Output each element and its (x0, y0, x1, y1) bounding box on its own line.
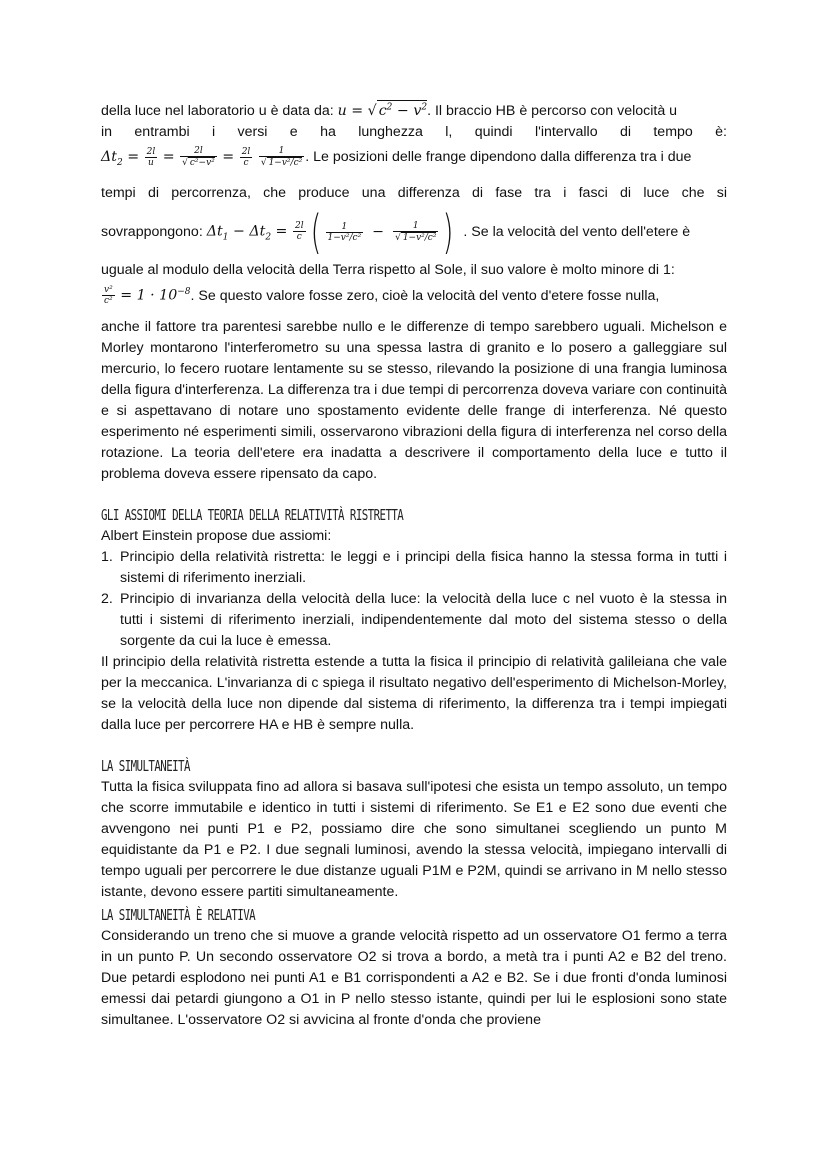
paragraph-simultaneity: Tutta la fisica sviluppata fino ad allora si basava sull'ipotesi che esista un tempo assoluto, un tempo che scorre immutabile e identico in tutti i sistemi di riferimento. Se E1 e E2 sono due eventi che avvengono nei punti P1 e P2, possiamo dire che sono simultanei scegliendo un punto M equidistante da P1 e P2. I due segnali luminosi, avendo la stessa velocità, impiegano intervalli di tempo uguali per percorrere le due distanze uguali P1M e P2M, quindi se arrivano in M nello stesso istante, devono essere partiti simultaneamente. (101, 779, 727, 900)
section-heading-simultaneity: LA SIMULTANEITÀ (101, 757, 190, 775)
list-item: 2. Principio di invarianza della velocità della luce: la velocità della luce c nel vuoto è la stessa in tutti i sistemi di riferimento inerziali, indipendentemente dal moto del sistema stesso o della sorgente da cui la luce è emessa. (101, 591, 727, 649)
list-item: 1. Principio della relatività ristretta: le leggi e i principi della fisica hanno la stessa forma in tutti i sistemi di riferimento inerziali. (101, 549, 727, 586)
text-span: . Le posizioni delle frange dipendono dalla differenza tra i due (305, 148, 692, 165)
text-span: . Se questo valore fosse zero, cioè la velocità del vento d'etere fosse nulla, (190, 287, 660, 304)
paragraph-intro (101, 100, 727, 122)
section-heading-axioms: GLI ASSIOMI DELLA TEORIA DELLA RELATIVITÀ RISTRETTA (101, 506, 404, 524)
formula-u: u = √ $c^2 - v^2$ (338, 103, 427, 119)
text-line: tempi di percorrenza, che produce una differenza di fase tra i fasci di luce che si (101, 185, 727, 201)
text-line: in entrambi i versi e ha lunghezza l, quindi l'intervallo di tempo è: (101, 124, 727, 140)
text-span: . Il braccio HB è percorso con velocità u (427, 103, 678, 119)
paragraph-michelson: anche il fattore tra parentesi sarebbe nullo e le differenze di tempo sarebbero uguali. Michelson e Morley montarono l'interferometro su una spessa lastra di granito e lo posero a galleggiare sul mercurio, lo fecero ruotare lentamente su se stesso, rilevando la posizione di una frangia luminosa della figura d'interferenza. La differenza tra i due tempi di percorrenza doveva variare con continuità e si aspettavano di notare uno spostamento evidente delle frange di interferenza. Né questo esperimento né esperimenti simili, osservarono vibrazioni della figura di interferenza nel corso della rotazione. La teoria dell'etere era inadatta a descrivere il comportamento della luce e tutto il problema doveva essere ripensato da capo. (101, 319, 727, 482)
text-span: della luce nel laboratorio u è data da: (101, 103, 338, 119)
paren-right: ) (443, 205, 454, 259)
axioms-list (101, 547, 727, 652)
formula-dt2: $\Delta t_2$ = $\frac{2l}{u}$ = $\frac{2l}{\text{√ c²−v²}}$ = $\frac{2l}{c}$ $\frac{1}{\text{√ 1−v²/c²}}$ (101, 146, 303, 168)
equation-line-ratio (101, 281, 727, 311)
paragraph-relativity: Il principio della relatività ristretta estende a tutta la fisica il principio di relatività galileiana che vale per la meccanica. L'invarianza di c spiega il risultato negativo dell'esperimento di Michelson-Morley, se la velocità della luce non dipende dal sistema di riferimento, la differenza tra i tempi impiegati dalla luce per percorrere HA e HB è sempre nulla. (101, 654, 727, 733)
fraction-term1: $\frac{1}{\text{1−v²/c²}}$ (327, 221, 362, 243)
section-heading-relative-simultaneity: LA SIMULTANEITÀ È RELATIVA (101, 906, 256, 924)
text-span: . Se la velocità del vento dell'etere è (463, 223, 691, 240)
text-line: uguale al modulo della velocità della Terra rispetto al Sole, il suo valore è molto minore di 1: (101, 262, 675, 278)
axioms-intro: Albert Einstein propose due assiomi: (101, 528, 332, 544)
formula-difference: $\Delta t_1 - \Delta t_2$ = $\frac{2l}{c}$ (206, 221, 304, 243)
document-page (101, 100, 727, 1031)
equation-line-difference: sovrappongono: $\Delta t_1 - \Delta t_2$ = $\frac{2l}{c}$ ( $\frac{1}{\text{1−v²/c²}}$ − $\frac{1}{\text{√ 1−v²/c²}}$ ) . Se la velocità del vento dell'etere è (101, 205, 691, 259)
fraction-term2: $\frac{1}{\text{√ 1−v²/c²}}$ (395, 221, 437, 243)
paren-left: ( (310, 205, 321, 259)
formula-ratio: $\frac{\text{v²}}{\text{c²}}$ = $1 \cdot 10^{-8}$ (104, 285, 191, 307)
text-span: sovrappongono: (101, 223, 203, 240)
equation-line-dt2 (101, 137, 727, 177)
paragraph-train: Considerando un treno che si muove a grande velocità rispetto ad un osservatore O1 fermo a terra in un punto P. Un secondo osservatore O2 si trova a bordo, a metà tra i punti A2 e B2 del treno. Due petardi esplodono nei punti A1 e B1 corrispondenti a A2 e B2. Se i due fronti d'onda luminosi emessi dai petardi giungono a O1 in P nello stesso istante, quindi per lui le esplosioni sono state simultanee. L'osservatore O2 si avvicina al fronte d'onda che proviene (101, 928, 727, 1028)
